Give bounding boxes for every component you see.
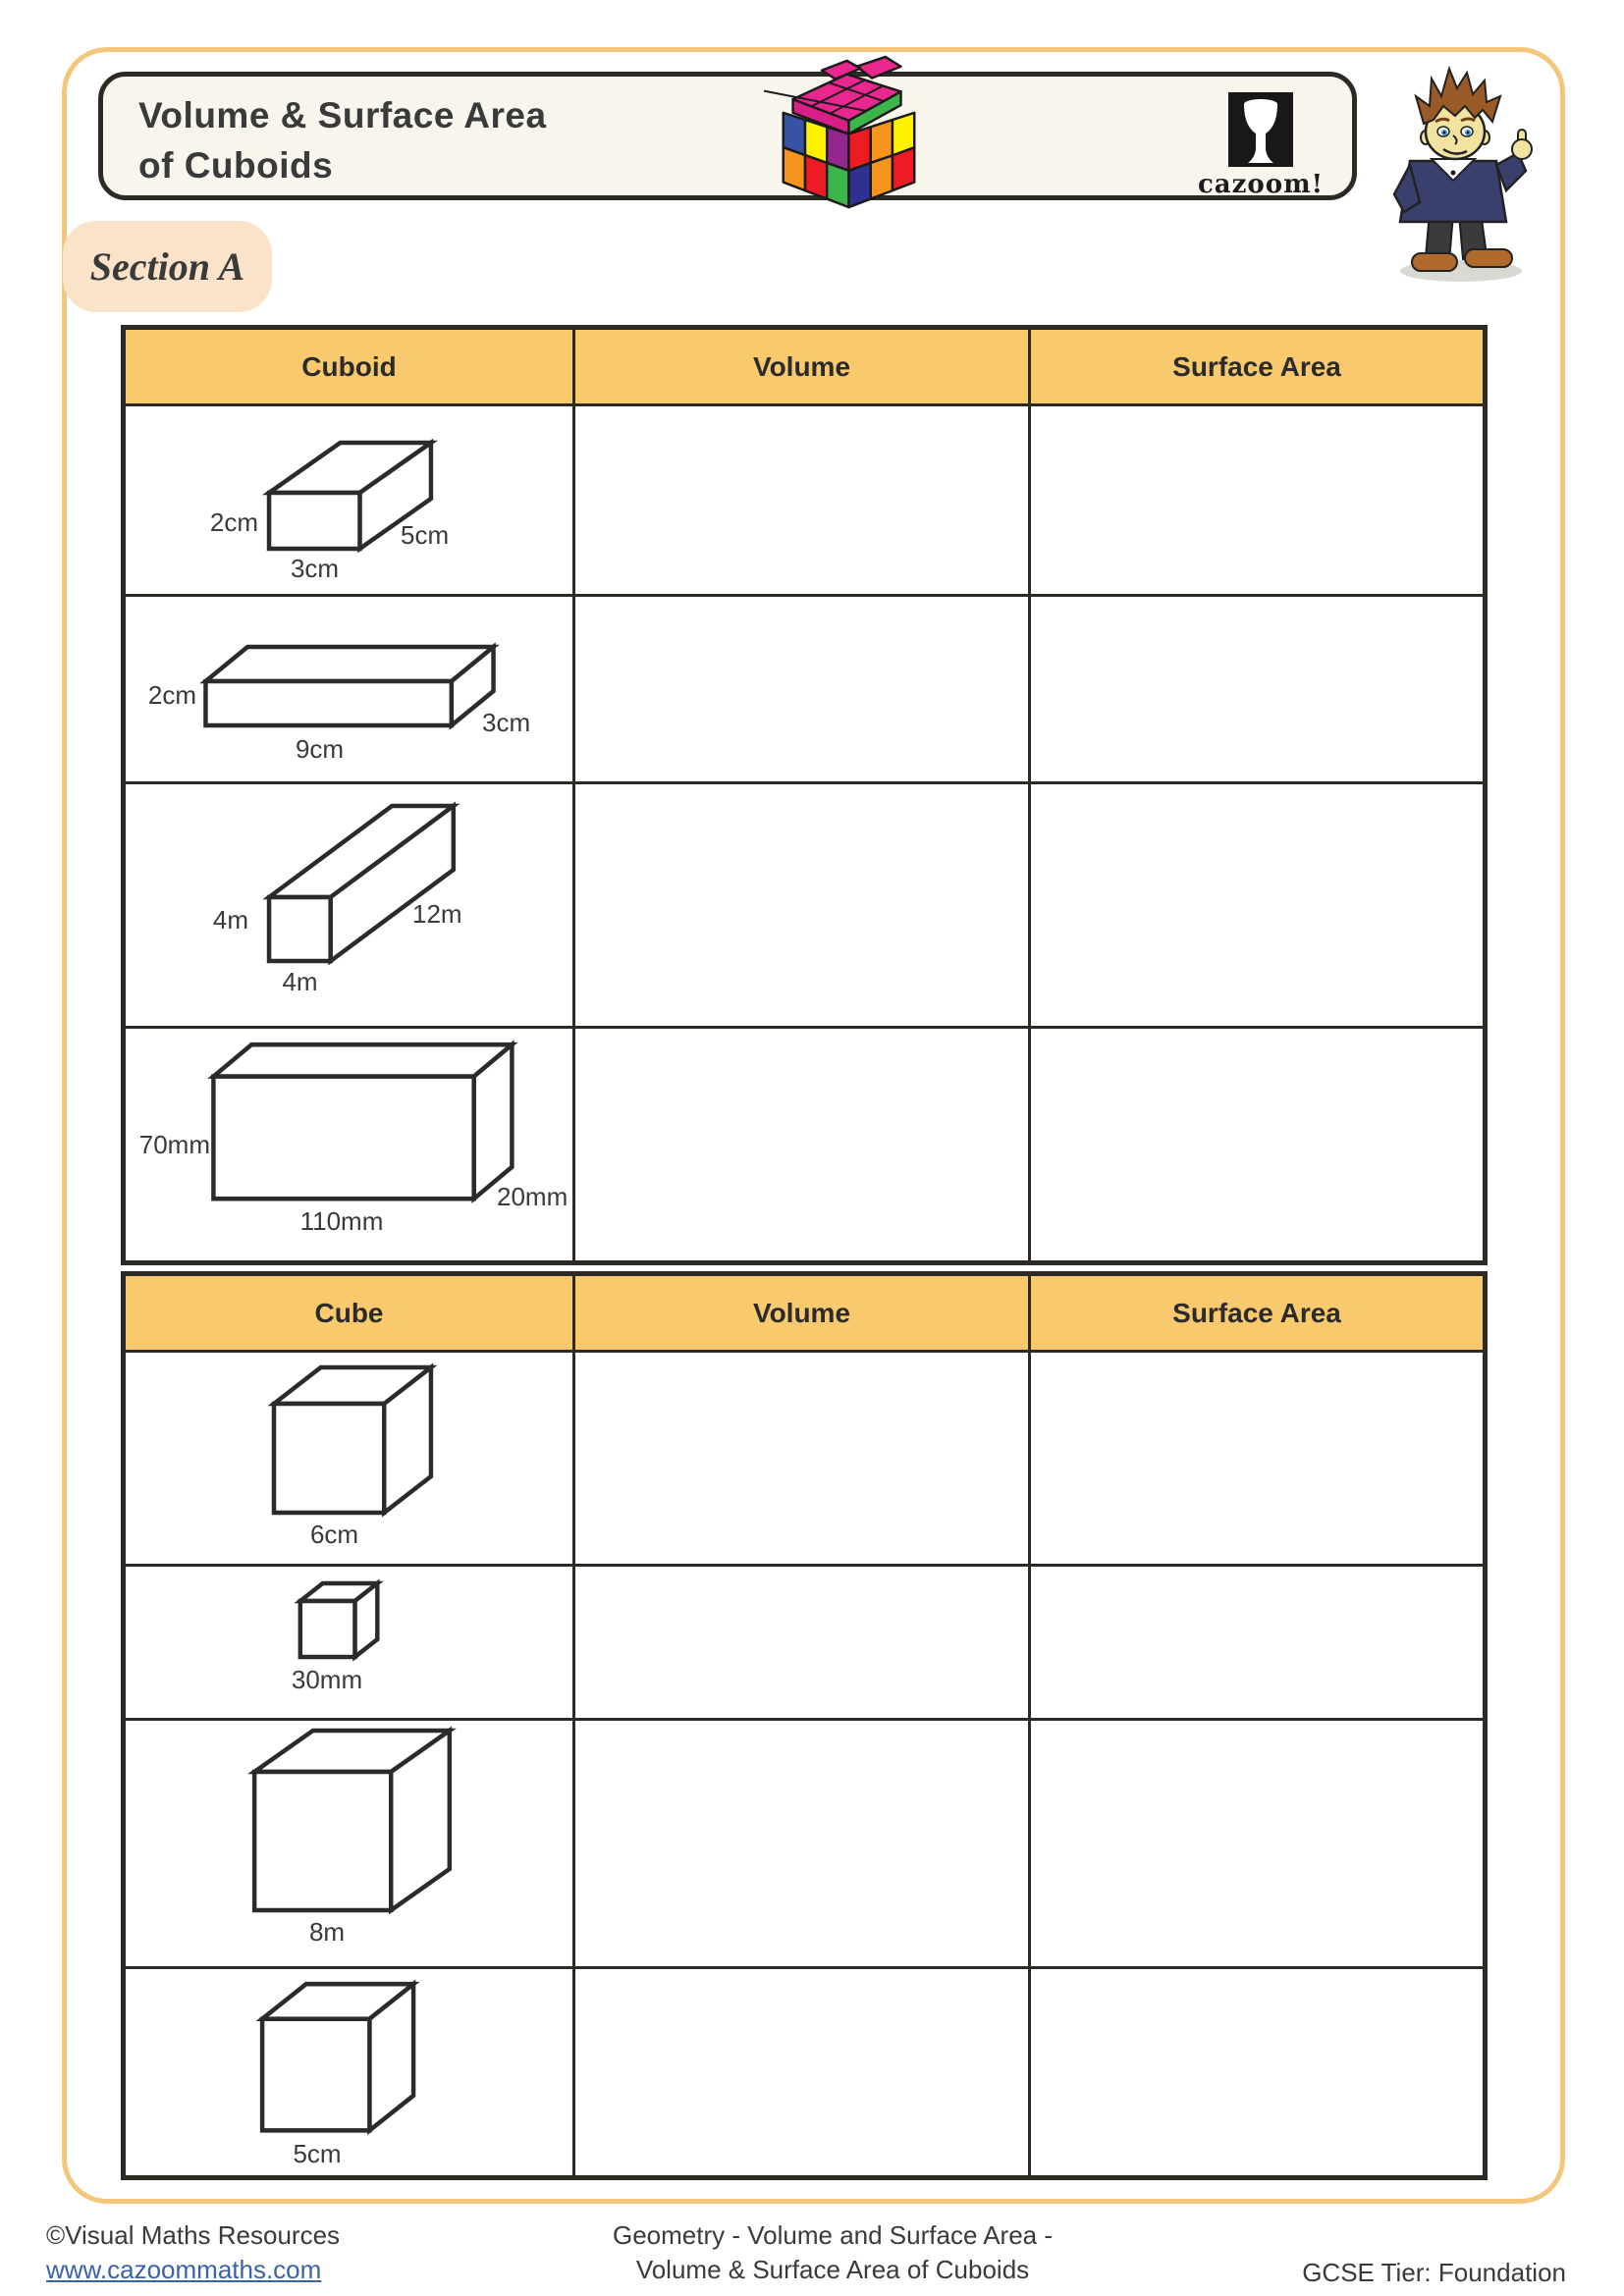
surface-area-answer-cell	[1031, 1721, 1483, 1969]
table-row	[126, 1721, 1483, 1969]
cazoom-goblet-icon	[1228, 92, 1293, 167]
dim-side: 6cm	[309, 1520, 359, 1549]
table-row	[126, 1029, 1483, 1260]
table-row	[126, 1567, 1483, 1721]
cube-diagram-4	[126, 1969, 572, 2175]
cubes-table-header-row	[126, 1276, 1483, 1353]
volume-answer-cell	[575, 1029, 1031, 1260]
cube-diagram-cell-3	[126, 1721, 575, 1969]
title-box	[98, 72, 1357, 200]
cubes-table	[121, 1271, 1488, 2180]
cuboid-diagram-1	[126, 406, 572, 594]
dim-depth: 5cm	[401, 520, 450, 550]
table-row	[126, 1969, 1483, 2175]
dim-height: 70mm	[138, 1130, 210, 1159]
cube-diagram-1	[126, 1353, 572, 1564]
dim-side: 5cm	[293, 2139, 342, 2168]
cuboid-diagram-2	[126, 597, 572, 781]
cube-diagram-cell-1	[126, 1353, 575, 1567]
cubes-header-shape: Cube	[126, 1276, 575, 1353]
dim-width: 110mm	[299, 1206, 384, 1236]
cubes-header-surface-area: Surface Area	[1031, 1276, 1483, 1353]
table-row	[126, 406, 1483, 597]
mascot-boy-icon	[1375, 45, 1534, 289]
dim-depth: 20mm	[497, 1182, 568, 1211]
volume-answer-cell	[575, 1567, 1031, 1721]
surface-area-answer-cell	[1031, 1567, 1483, 1721]
footer-topic-line2: Volume & Surface Area of Cuboids	[635, 2255, 1030, 2284]
dim-side: 8m	[308, 1917, 346, 1947]
dim-width: 3cm	[290, 554, 340, 583]
footer-topic-line1: Geometry - Volume and Surface Area -	[613, 2220, 1053, 2250]
dim-width: 9cm	[295, 734, 345, 764]
volume-answer-cell	[575, 597, 1031, 784]
section-a-label	[63, 221, 272, 312]
cuboids-header-shape: Cuboid	[126, 330, 575, 406]
cuboids-header-surface-area: Surface Area	[1031, 330, 1483, 406]
cuboids-table	[121, 325, 1488, 1265]
dim-height: 2cm	[209, 507, 258, 537]
dim-depth: 3cm	[482, 708, 531, 737]
dim-depth: 12m	[412, 899, 462, 929]
cazoom-logo	[1197, 92, 1325, 199]
table-row	[126, 1353, 1483, 1567]
footer-copyright: ©Visual Maths Resources	[46, 2220, 341, 2250]
rubiks-cube-icon	[764, 53, 933, 212]
cube-diagram-cell-2	[126, 1567, 575, 1721]
volume-answer-cell	[575, 1353, 1031, 1567]
cuboid-diagram-cell-2	[126, 597, 575, 784]
page-title	[138, 90, 547, 190]
page-title-line2: of Cuboids	[138, 145, 334, 186]
cuboid-diagram-3	[126, 784, 572, 1026]
website-link[interactable]: www.cazoommaths.com	[46, 2255, 322, 2284]
volume-answer-cell	[575, 1721, 1031, 1969]
cuboids-header-volume: Volume	[575, 330, 1031, 406]
page-title-line1: Volume & Surface Area	[138, 95, 547, 135]
surface-area-answer-cell	[1031, 1969, 1483, 2175]
dim-side: 30mm	[291, 1665, 363, 1694]
dim-height: 4m	[212, 905, 248, 934]
surface-area-answer-cell	[1031, 406, 1483, 597]
table-row	[126, 784, 1483, 1029]
cube-diagram-3	[126, 1721, 572, 1966]
surface-area-answer-cell	[1031, 784, 1483, 1029]
volume-answer-cell	[575, 1969, 1031, 2175]
cuboid-diagram-cell-3	[126, 784, 575, 1029]
cube-diagram-cell-4	[126, 1969, 575, 2175]
section-a-text: Section A	[89, 244, 245, 289]
dim-width: 4m	[282, 967, 318, 996]
cube-diagram-2	[126, 1567, 572, 1718]
dim-height: 2cm	[147, 680, 196, 710]
volume-answer-cell	[575, 406, 1031, 597]
cuboid-diagram-4	[126, 1029, 572, 1260]
surface-area-answer-cell	[1031, 1029, 1483, 1260]
footer-tier-label: GCSE Tier: Foundation	[1302, 2258, 1566, 2287]
cuboid-diagram-cell-1	[126, 406, 575, 597]
cuboid-diagram-cell-4	[126, 1029, 575, 1260]
cuboids-table-header-row	[126, 330, 1483, 406]
surface-area-answer-cell	[1031, 1353, 1483, 1567]
volume-answer-cell	[575, 784, 1031, 1029]
surface-area-answer-cell	[1031, 597, 1483, 784]
cazoom-logo-text: cazoom!	[1197, 170, 1325, 199]
cubes-header-volume: Volume	[575, 1276, 1031, 1353]
table-row	[126, 597, 1483, 784]
